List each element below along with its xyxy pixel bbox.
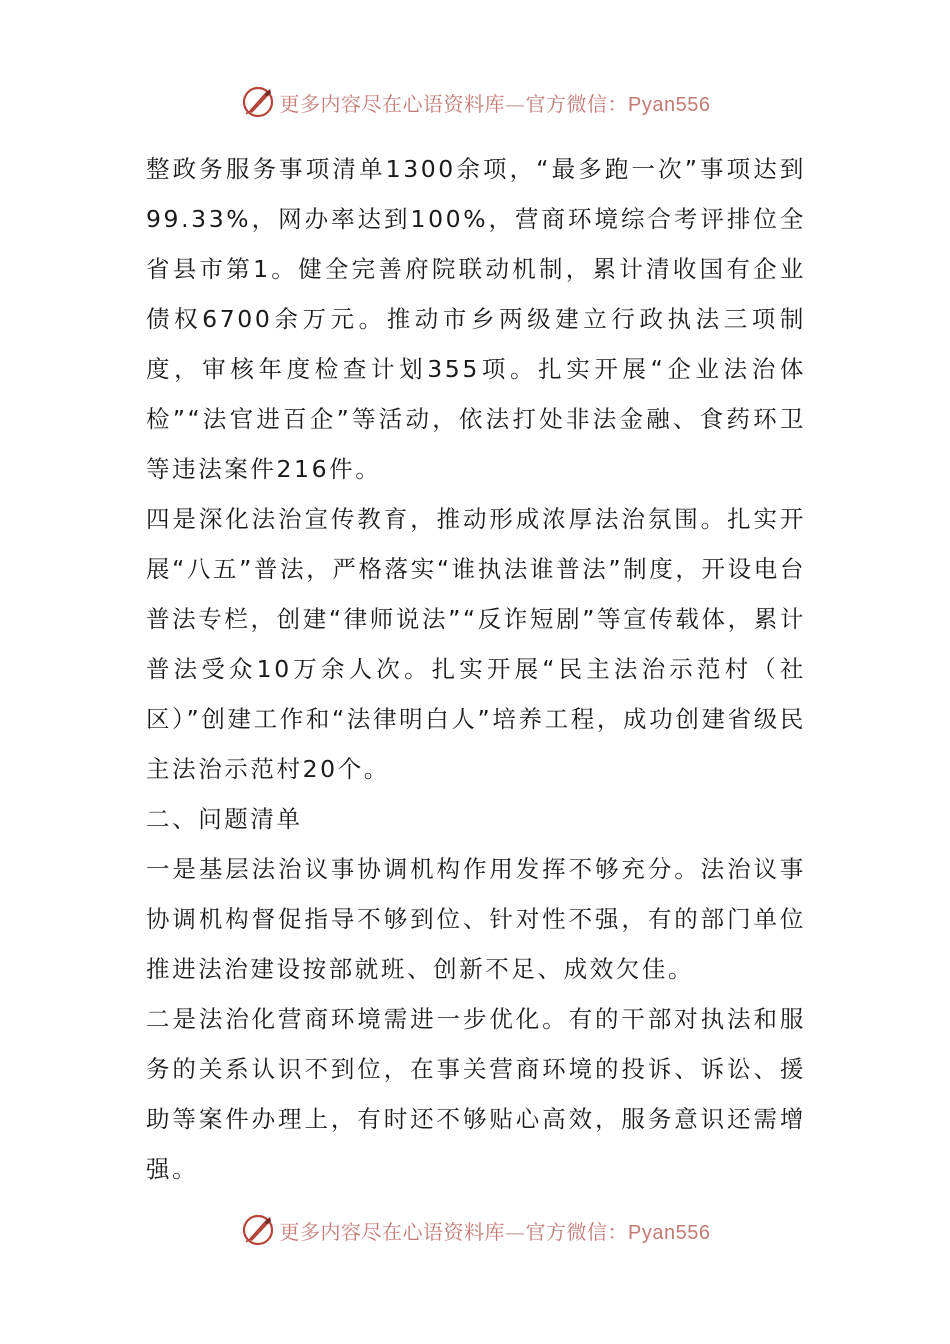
paragraph: 整政务服务事项清单1300余项，“最多跑一次”事项达到99.33%，网办率达到100%，营商环境综合考评排位全省县市第1。健全完善府院联动机制，累计清收国有企业债权6700余万元。推动市乡两级建立行政执法三项制度，审核年度检查计划355项。扎实开展“企业法治体检”“法官进百企”等活动，依法打处非法金融、食药环卫等违法案件216件。 xyxy=(146,155,806,483)
banner-handle: Pyan556 xyxy=(628,1221,711,1244)
banner-suffix: 官方微信： xyxy=(525,91,629,116)
paragraph: 一是基层法治议事协调机构作用发挥不够充分。法治议事协调机构督促指导不够到位、针对性不强，有的部门单位推进法治建设按部就班、创新不足、成效欠佳。 xyxy=(146,855,806,983)
banner-handle: Pyan556 xyxy=(628,93,711,116)
section-heading: 二、问题清单 xyxy=(146,805,303,833)
quill-pen-logo-icon xyxy=(240,84,276,120)
banner-title: 更多内容尽在心语资料库 xyxy=(279,1219,506,1244)
banner-text xyxy=(280,1216,711,1245)
paragraph: 四是深化法治宣传教育，推动形成浓厚法治氛围。扎实开展“八五”普法，严格落实“谁执法谁普法”制度，开设电台普法专栏，创建“律师说法”“反诈短剧”等宣传载体，累计普法受众10万余人次。扎实开展“民主法治示范村（社区）”创建工作和“法律明白人”培养工程，成功创建省级民主法治示范村20个。 xyxy=(146,505,806,783)
banner-text xyxy=(280,88,711,117)
header-banner xyxy=(0,82,950,122)
document-body xyxy=(146,144,806,1194)
banner-title: 更多内容尽在心语资料库 xyxy=(279,91,506,116)
banner-separator: — xyxy=(505,91,526,116)
quill-pen-logo-icon xyxy=(240,1212,276,1248)
paragraph: 二是法治化营商环境需进一步优化。有的干部对执法和服务的关系认识不到位，在事关营商环境的投诉、诉讼、援助等案件办理上，有时还不够贴心高效，服务意识还需增强。 xyxy=(146,1005,806,1183)
footer-banner xyxy=(0,1210,950,1250)
banner-suffix: 官方微信： xyxy=(525,1219,629,1244)
banner-separator: — xyxy=(505,1219,526,1244)
